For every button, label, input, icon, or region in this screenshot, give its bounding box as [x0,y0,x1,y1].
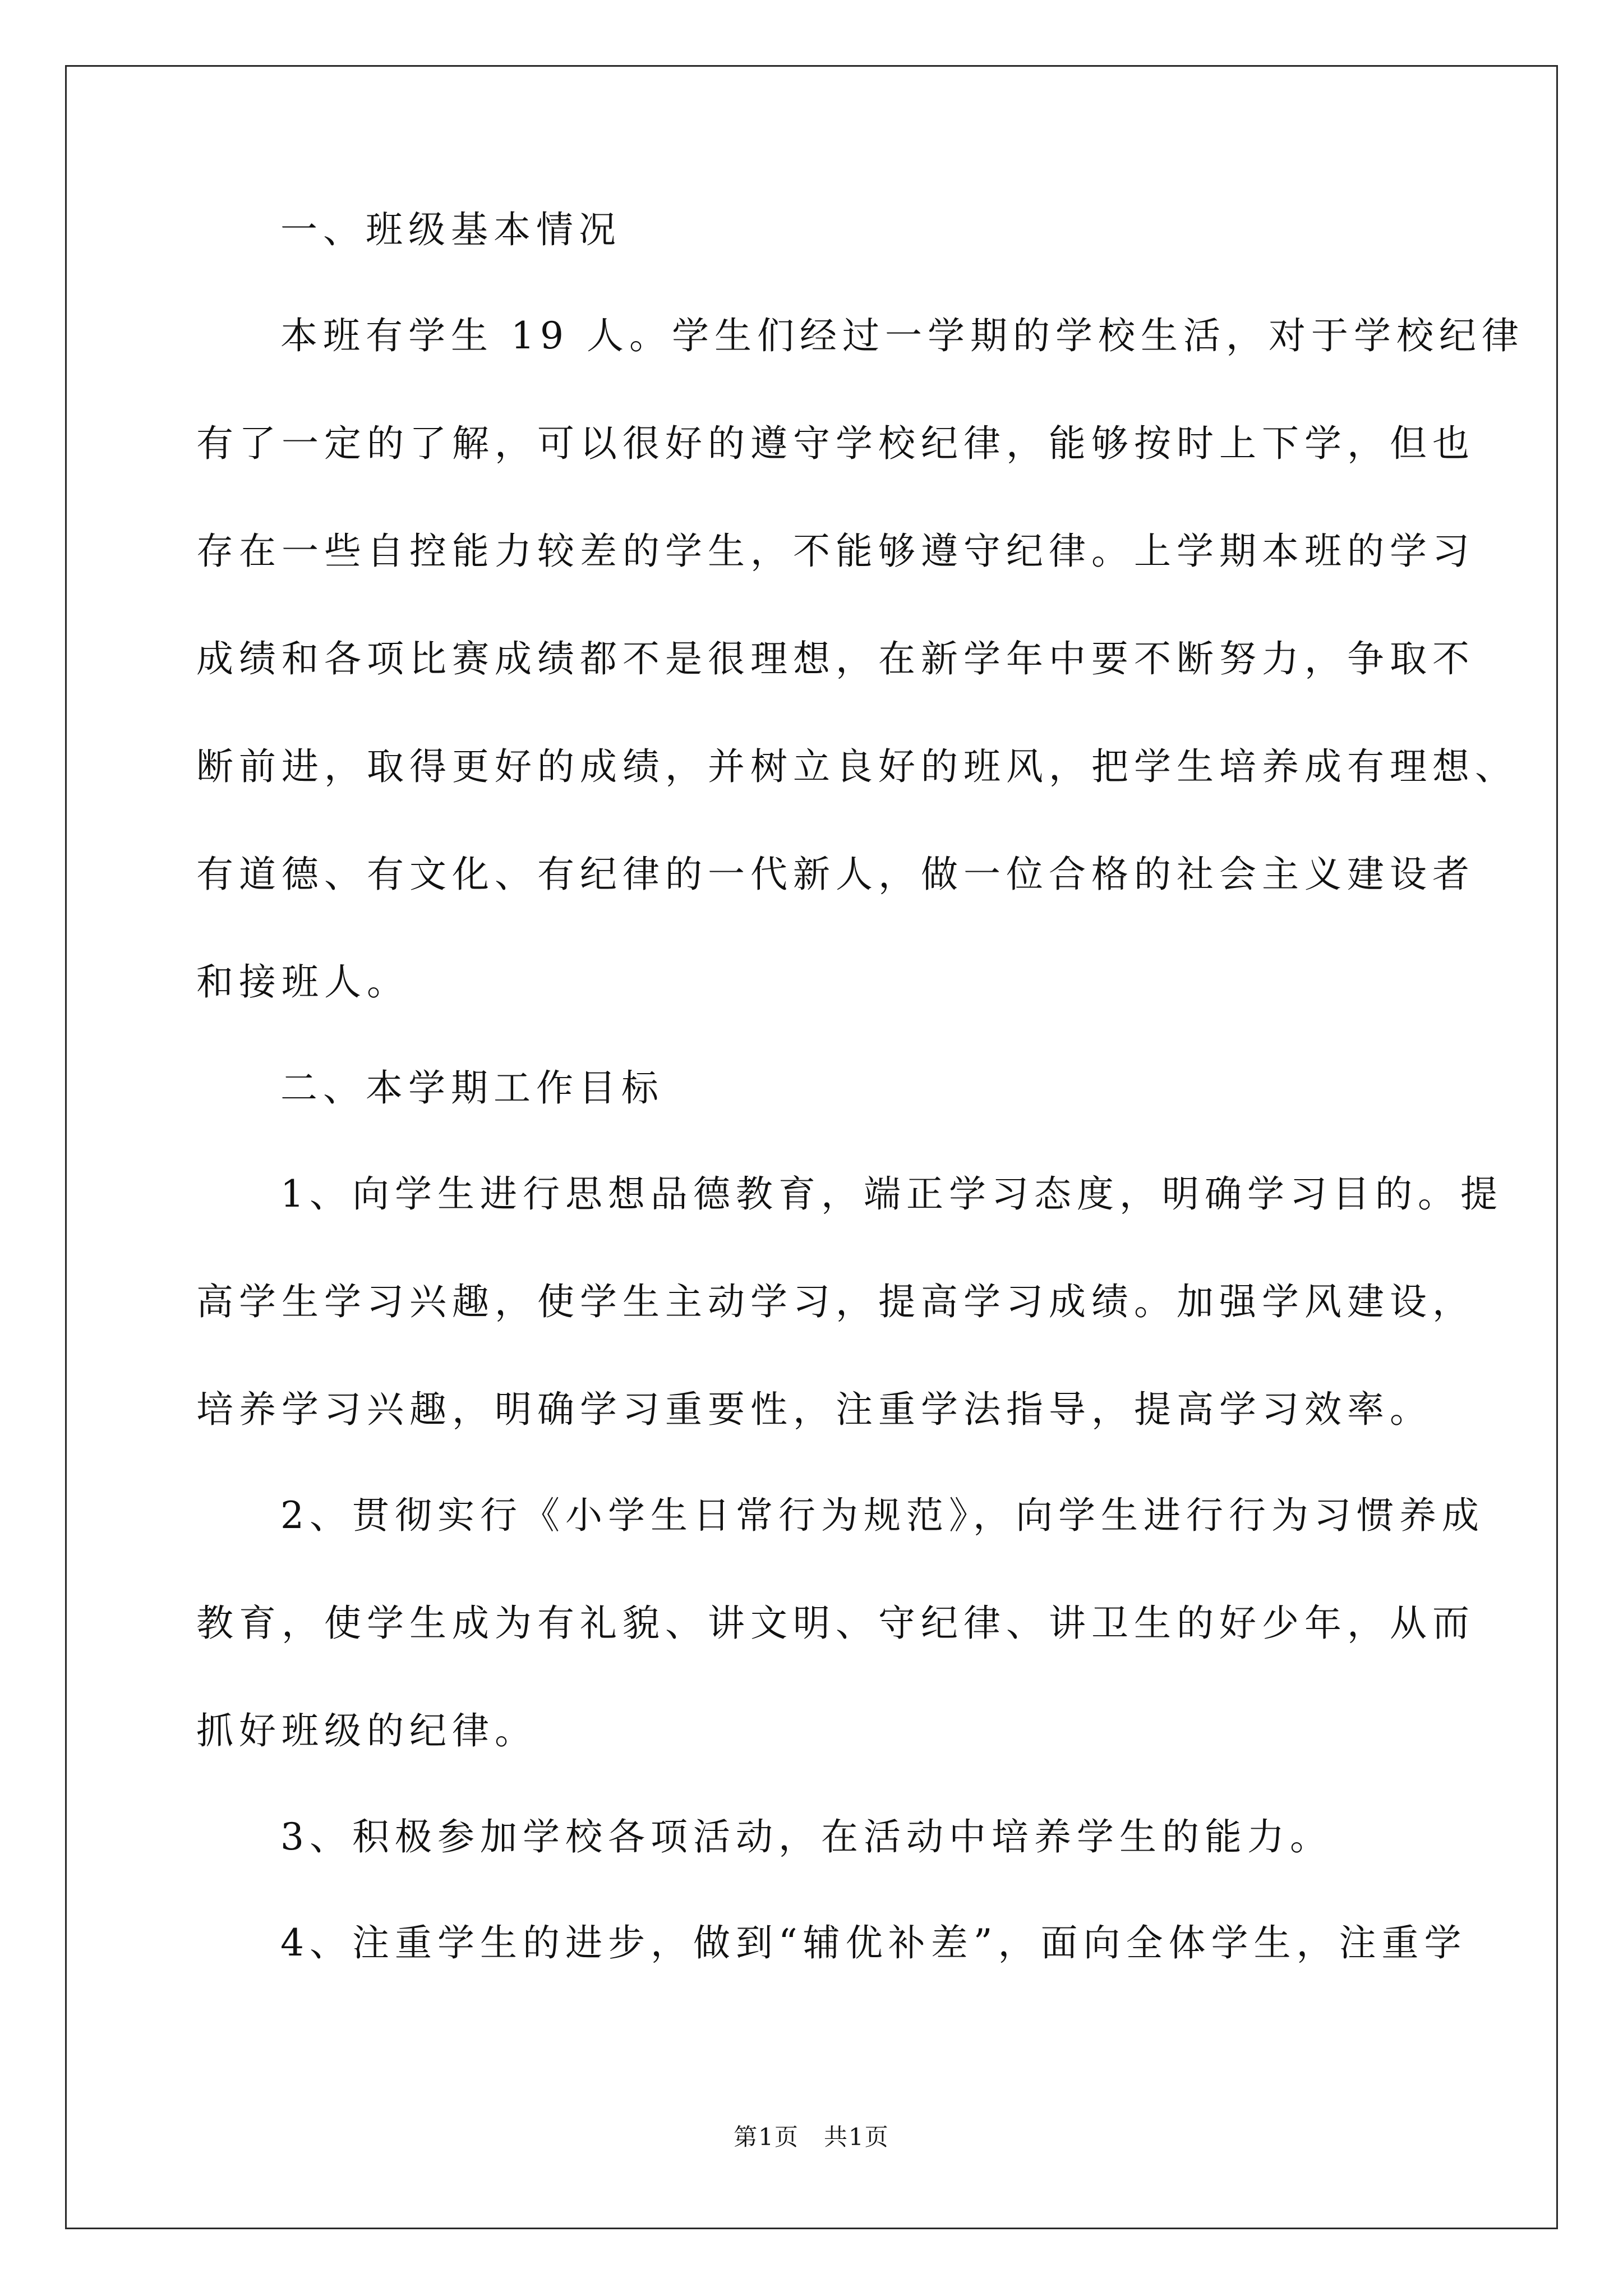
paragraph-line: 抓好班级的纪律。 [196,1709,537,1752]
paragraph-line: 断前进，取得更好的成绩，并树立良好的班风，把学生培养成有理想、 [196,745,1518,788]
goal-item-4 [196,1915,1486,1971]
paragraph-line: 1、向学生进行思想品德教育，端正学习态度，明确学习目的。提 [280,1172,1503,1216]
paragraph-line: 高学生学习兴趣，使学生主动学习，提高学习成绩。加强学风建设， [196,1280,1475,1323]
paragraph-line: 和接班人。 [196,960,409,1004]
paragraph-line: 2、贯彻实行《小学生日常行为规范》，向学生进行行为习惯养成 [280,1494,1484,1537]
paragraph-line: 成绩和各项比赛成绩都不是很理想，在新学年中要不断努力，争取不 [196,637,1475,680]
section-heading-semester-goals: 二、本学期工作目标 [280,1066,664,1110]
goal-item-1 [196,1166,1503,1438]
paragraph-line: 本班有学生 19 人。学生们经过一学期的学校生活，对于学校纪律 [280,314,1524,357]
document-body [196,202,1524,1971]
paragraph-line: 有道德、有文化、有纪律的一代新人，做一位合格的社会主义建设者 [196,853,1475,896]
paragraph-line: 存在一些自控能力较差的学生，不能够遵守纪律。上学期本班的学习 [196,530,1475,573]
paragraph-line: 有了一定的了解，可以很好的遵守学校纪律，能够按时上下学，但也 [196,422,1475,465]
page-footer: 第1页 共1页 [734,2123,889,2151]
goal-item-2 [196,1488,1486,1759]
paragraph-line: 培养学习兴趣，明确学习重要性，注重学法指导，提高学习效率。 [196,1388,1432,1431]
paragraph-line: 4、注重学生的进步，做到“辅优补差”，面向全体学生，注重学 [280,1921,1467,1964]
goal-item-3 [196,1809,1486,1865]
section-heading-basic-info: 一、班级基本情况 [280,208,621,251]
paragraph-class-situation [196,308,1524,1010]
paragraph-line: 3、积极参加学校各项活动，在活动中培养学生的能力。 [280,1815,1332,1858]
paragraph-line: 教育，使学生成为有礼貌、讲文明、守纪律、讲卫生的好少年，从而 [196,1602,1475,1645]
